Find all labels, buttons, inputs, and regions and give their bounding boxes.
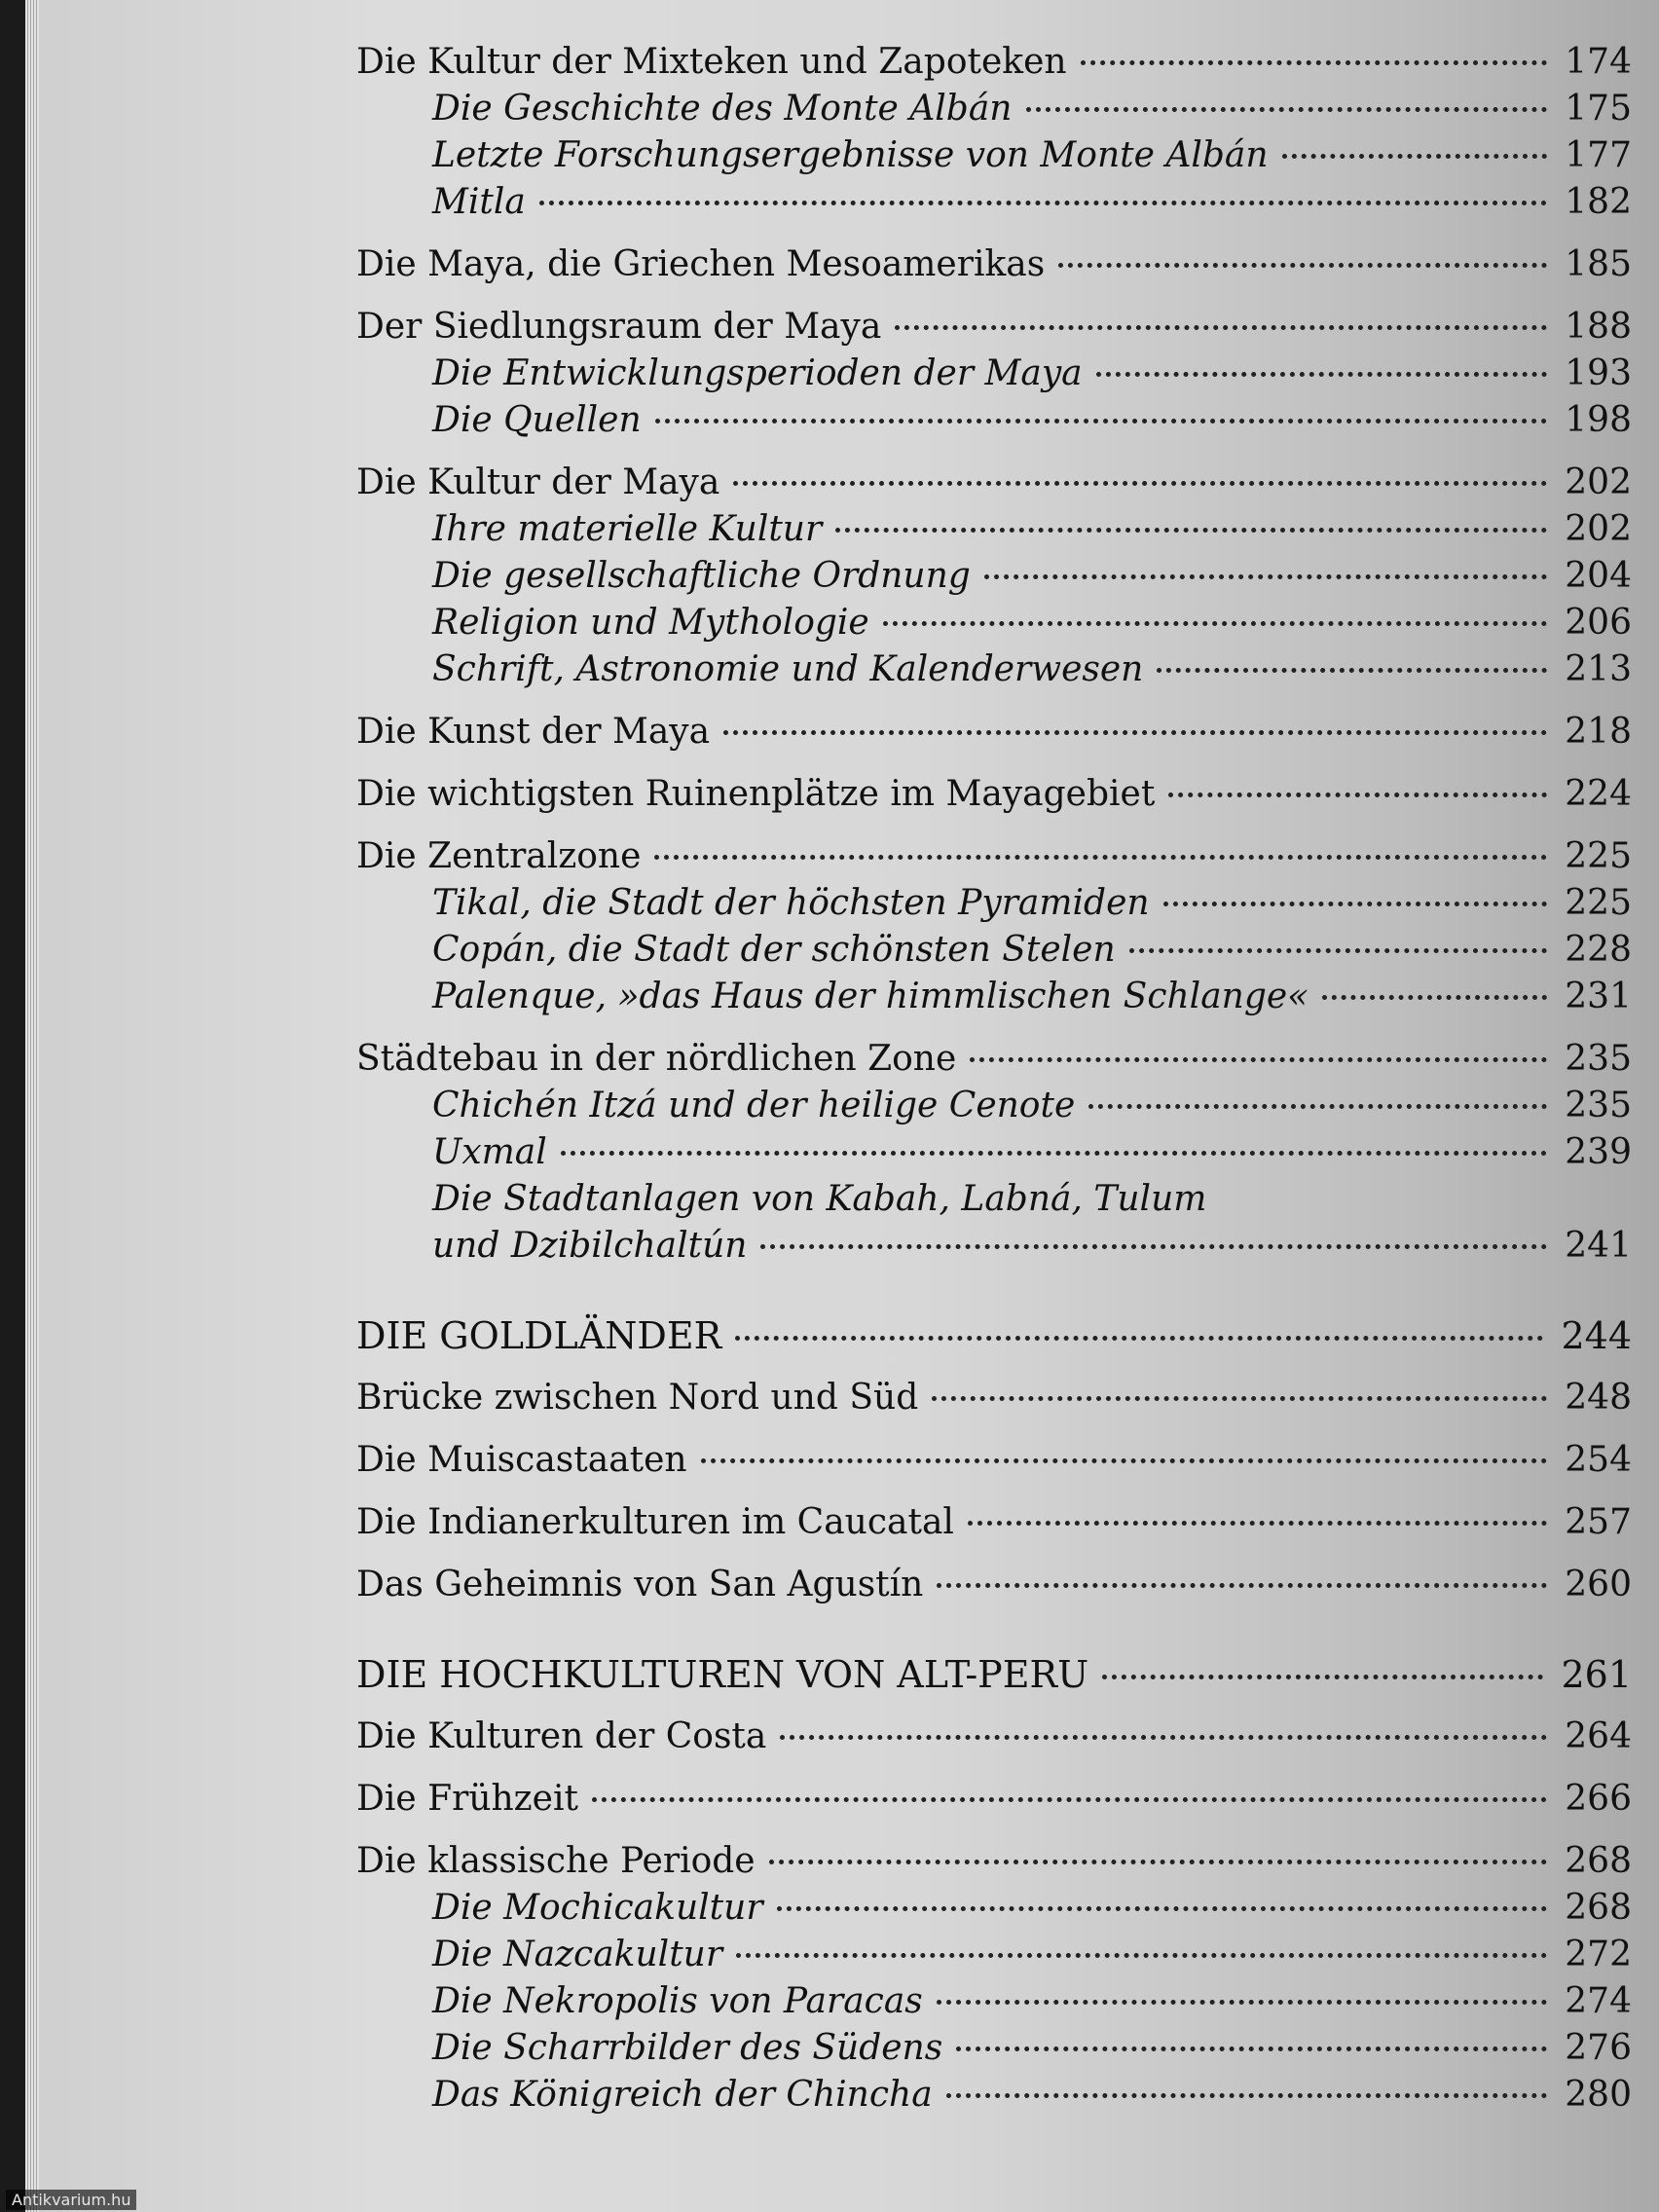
dot-leader (769, 1860, 1548, 1864)
page-number: 174 (1565, 42, 1632, 82)
dot-leader (956, 2046, 1547, 2051)
dot-leader (946, 2093, 1548, 2098)
toc-entry: Die Kultur der Maya 202 (356, 460, 1632, 506)
page-number: 254 (1565, 1440, 1632, 1480)
dot-leader (1081, 60, 1548, 65)
dot-leader (777, 1906, 1548, 1911)
dot-leader (1163, 902, 1548, 906)
page-number: 235 (1565, 1086, 1632, 1125)
toc-entry: Die Indianerkulturen im Caucatal 257 (356, 1499, 1632, 1546)
dot-leader (937, 1583, 1547, 1588)
dot-leader (1168, 793, 1547, 797)
dot-leader (1096, 372, 1548, 377)
page-number: 218 (1565, 712, 1632, 752)
dot-leader (1102, 1675, 1543, 1679)
toc-entry: Städtebau in der nördlichen Zone 235 (356, 1036, 1632, 1083)
dot-leader (1282, 154, 1548, 159)
toc-entry: Das Geheimnis von San Agustín 260 (356, 1562, 1632, 1608)
page-number: 225 (1565, 883, 1632, 923)
page-number: 198 (1565, 400, 1632, 440)
page-number: 213 (1565, 649, 1632, 689)
toc-subentry: Palenque, »das Haus der himmlischen Schlange« 231 (356, 974, 1632, 1020)
toc-subentry: Das Königreich der Chincha 280 (356, 2072, 1632, 2119)
page-number: 268 (1565, 1888, 1632, 1928)
dot-leader (984, 574, 1547, 579)
toc-subentry: Die Mochicakultur 268 (356, 1885, 1632, 1932)
page-number: 202 (1565, 462, 1632, 502)
dot-leader (937, 2000, 1548, 2005)
page-number: 272 (1565, 1935, 1632, 1974)
page-number: 264 (1565, 1716, 1632, 1756)
dot-leader (592, 1797, 1547, 1802)
page-number: 206 (1565, 603, 1632, 643)
page-number: 177 (1565, 135, 1632, 175)
page-number: 231 (1565, 977, 1632, 1016)
toc-entry: Die klassische Periode 268 (356, 1838, 1632, 1885)
page-number: 274 (1565, 1981, 1632, 2021)
dot-leader (780, 1735, 1547, 1740)
dot-leader (760, 1244, 1547, 1249)
page-number: 202 (1565, 509, 1632, 549)
page-number: 280 (1565, 2075, 1632, 2115)
dot-leader (835, 528, 1547, 533)
page-number: 261 (1561, 1653, 1632, 1696)
toc-entry: Die Kulturen der Costa 264 (356, 1714, 1632, 1760)
toc-entry: Die Frühzeit 266 (356, 1776, 1632, 1823)
toc-entry: Die Muiscastaaten 254 (356, 1437, 1632, 1484)
dot-leader (654, 855, 1547, 860)
page-number: 235 (1565, 1039, 1632, 1079)
book-page (25, 0, 1659, 2212)
dot-leader (1058, 263, 1547, 268)
page-number: 182 (1565, 182, 1632, 222)
dot-leader (932, 1396, 1547, 1401)
dot-leader (883, 621, 1548, 626)
page-stack-edge (25, 0, 39, 2212)
page-number: 175 (1565, 89, 1632, 129)
toc-subentry-line2: und Dzibilchaltún 241 (356, 1223, 1632, 1270)
dot-leader (735, 1336, 1543, 1341)
toc-subentry: Copán, die Stadt der schönsten Stelen 228 (356, 927, 1632, 974)
toc-subentry: Die Entwicklungsperioden der Maya 193 (356, 350, 1632, 397)
page-number: 239 (1565, 1132, 1632, 1172)
toc-subentry: Die gesellschaftliche Ordnung 204 (356, 553, 1632, 600)
toc-section-heading: DIE HOCHKULTUREN VON ALT-PERU 261 (356, 1653, 1632, 1696)
page-number: 248 (1565, 1378, 1632, 1418)
dot-leader (1026, 107, 1548, 112)
toc-entry: Die Kultur der Mixteken und Zapoteken 174 (356, 39, 1632, 86)
dot-leader (701, 1458, 1548, 1463)
toc-section-heading: DIE GOLDLÄNDER 244 (356, 1314, 1632, 1357)
toc-entry: Die Maya, die Griechen Mesoamerikas 185 (356, 241, 1632, 288)
page-number: 266 (1565, 1779, 1632, 1819)
page-number: 241 (1565, 1226, 1632, 1266)
dot-leader (736, 1953, 1547, 1958)
dot-leader (723, 730, 1547, 735)
page-number: 193 (1565, 353, 1632, 393)
page-number: 224 (1565, 774, 1632, 814)
page-number: 228 (1565, 930, 1632, 970)
dot-leader (539, 201, 1547, 205)
toc-subentry: Die Nekropolis von Paracas 274 (356, 1978, 1632, 2025)
table-of-contents (356, 39, 1632, 2119)
page-number: 188 (1565, 307, 1632, 347)
page-number: 185 (1565, 244, 1632, 284)
toc-subentry: Letzte Forschungsergebnisse von Monte Albán 177 (356, 132, 1632, 179)
toc-entry: Brücke zwischen Nord und Süd 248 (356, 1375, 1632, 1421)
dot-leader (1322, 995, 1547, 1000)
dot-leader (561, 1151, 1548, 1156)
toc-subentry: Uxmal 239 (356, 1129, 1632, 1176)
toc-entry: Die Kunst der Maya 218 (356, 709, 1632, 756)
toc-entry: Die wichtigsten Ruinenplätze im Mayagebiet 224 (356, 771, 1632, 818)
dot-leader (1157, 668, 1547, 673)
toc-subentry: Tikal, die Stadt der höchsten Pyramiden 225 (356, 880, 1632, 927)
dot-leader (733, 481, 1547, 486)
watermark: Antikvarium.hu (6, 2190, 136, 2210)
toc-subentry-line1: Die Stadtanlagen von Kabah, Labná, Tulum (432, 1179, 1207, 1219)
toc-subentry: Die Nazcakultur 272 (356, 1932, 1632, 1978)
dot-leader (968, 1521, 1547, 1526)
toc-subentry: Die Quellen 198 (356, 397, 1632, 444)
toc-subentry: Mitla 182 (356, 179, 1632, 226)
toc-subentry: Die Scharrbilder des Südens 276 (356, 2025, 1632, 2072)
toc-entry: Der Siedlungsraum der Maya 188 (356, 304, 1632, 350)
dot-leader (895, 325, 1547, 330)
toc-subentry: Chichén Itzá und der heilige Cenote 235 (356, 1083, 1632, 1129)
dot-leader (1088, 1104, 1547, 1109)
dot-leader (655, 419, 1548, 424)
toc-subentry: Religion und Mythologie 206 (356, 600, 1632, 646)
toc-subentry: Ihre materielle Kultur 202 (356, 506, 1632, 553)
toc-entry: Die Zentralzone 225 (356, 833, 1632, 880)
dot-leader (970, 1057, 1547, 1062)
toc-subentry: Schrift, Astronomie und Kalenderwesen 213 (356, 646, 1632, 693)
page-number: 204 (1565, 556, 1632, 596)
page-number: 225 (1565, 836, 1632, 876)
page-number: 260 (1565, 1565, 1632, 1604)
page-number: 276 (1565, 2028, 1632, 2068)
dot-leader (1129, 948, 1548, 953)
toc-subentry: Die Geschichte des Monte Albán 175 (356, 86, 1632, 132)
page-number: 257 (1565, 1502, 1632, 1542)
page-number: 244 (1561, 1314, 1632, 1357)
page-number: 268 (1565, 1841, 1632, 1881)
